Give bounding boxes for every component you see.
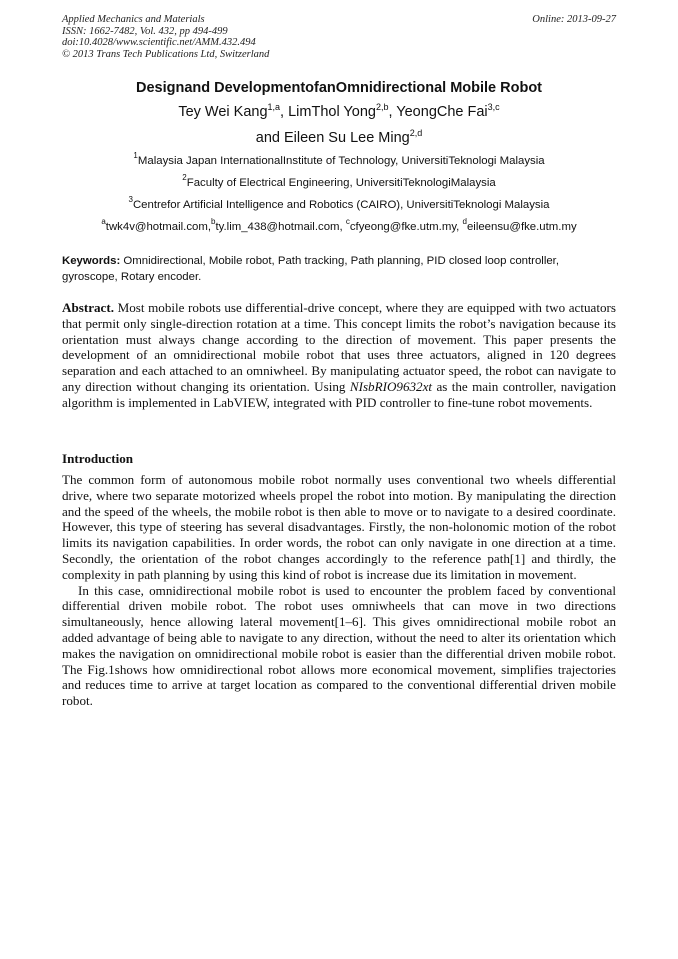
abstract-text-end: as the main controller, navigation algorithm is implemented in LabVIEW, integrated with PID controller to fine-tune robot movements. [62, 378, 617, 410]
journal-copyright: © 2013 Trans Tech Publications Ltd, Switzerland [62, 48, 270, 60]
author-name: Tey Wei Kang [178, 104, 268, 120]
online-date: Online: 2013-09-27 [532, 14, 616, 25]
abstract-text: Most mobile robots use differential-drive concept, where they are equipped with two actuators that permit only single-direction rotation at a time. This concept limits the robot’s navigation because its orientation must always change according to the direction of movement. This paper presents the development of an omnidirectional mobile robot that uses three actuators, aligned in 120 degrees separation and each attached to an omniwheel. By manipulating actuator speed, the robot can navigate to any direction without changing its orientation. Using [62, 300, 616, 394]
affil-marker: 1 [133, 151, 138, 160]
email-marker: a [101, 217, 106, 226]
affil-text: Centrefor Artificial Intelligence and Robotics (CAIRO), UniversitiTeknologi Malaysia [132, 199, 550, 211]
email-address: eileensu@fke.utm.my [466, 221, 577, 233]
author-name: YeongChe Fai [396, 104, 488, 120]
controller-name: NIsbRIO9632xt [349, 378, 433, 394]
journal-header [62, 14, 616, 60]
affil-text: Malaysia Japan InternationalInstitute of Technology, UniversitiTeknologi Malaysia [137, 155, 545, 167]
affiliation-3 [62, 195, 616, 211]
affiliation-2 [62, 173, 616, 189]
affil-marker: 2 [182, 173, 187, 182]
author-affil-marker: 3,c [487, 102, 500, 112]
author-name: and Eileen Su Lee Ming [255, 130, 410, 146]
affiliation-1 [62, 151, 616, 167]
email-address: cfyeong@fke.utm.my, [349, 221, 463, 233]
author-affil-marker: 2,b [375, 102, 389, 112]
email-marker: c [345, 217, 350, 226]
abstract-paragraph [62, 300, 616, 411]
affil-marker: 3 [128, 195, 133, 204]
author-line-2 [62, 130, 616, 146]
email-address: twk4v@hotmail.com, [105, 221, 212, 233]
intro-paragraph-2: In this case, omnidirectional mobile robot is used to encounter the problem faced by conventional differential driven mobile robot. The robot uses omniwheels that can move in two directions simultaneously, hence allowing lateral movement[1–6]. This gives omnidirectional mobile robot an added advantage of being able to navigate to any direction, without the need to alter its orientation which makes the navigation on omnidirectional mobile robot is easier than the differential driven mobile robot. The Fig.1shows how omnidirectional robot allows more economical movement, simplifies trajectories and reduces time to arrive at target location as compared to the conventional differential driven mobile robot. [62, 582, 616, 709]
affil-text: Faculty of Electrical Engineering, UniversitiTeknologiMalaysia [186, 177, 496, 189]
keywords-text: Omnidirectional, Mobile robot, Path tracking, Path planning, PID closed loop controller, gyroscope, Rotary encoder. [62, 255, 560, 283]
intro-paragraph-1: The common form of autonomous mobile robot normally uses conventional two wheels differential drive, where two separate motorized wheels propel the robot into motion. By manipulating the direction and the speed of the wheels, the mobile robot is then able to move or to navigate to a desired coordinate. However, this type of steering has several disadvantages. Firstly, the non-holonomic motion of the robot limits its navigation capabilities. In order words, the robot can only navigate in one direction at a time. Secondly, the orientation of the robot changes accordingly to the reference path[1] and thirdly, the complexity in path planning by using this kind of robot is increase due its limitation in movement. [62, 472, 616, 582]
author-line-1: Tey Wei Kang$^{1,a}$, LimThol Yong$^{2,b}$, YeongChe Fai$^{3,c}$ [178, 102, 500, 120]
keywords-label: Keywords: [62, 255, 121, 267]
introduction-body [62, 472, 616, 709]
email-marker: d [462, 217, 467, 226]
author-affil-marker: 2,d [409, 128, 423, 138]
author-name: LimThol Yong [288, 104, 376, 120]
journal-name: Applied Mechanics and Materials [62, 14, 205, 25]
email-line [62, 217, 616, 233]
journal-doi: doi:10.4028/www.scientific.net/AMM.432.494 [62, 37, 256, 49]
email-marker: b [211, 217, 216, 226]
paper-title: Designand DevelopmentofanOmnidirectional Mobile Robot [135, 80, 543, 96]
abstract-label: Abstract. [62, 300, 114, 315]
section-heading-introduction: Introduction [62, 451, 134, 466]
abstract-block [62, 300, 616, 411]
journal-issn: ISSN: 1662-7482, Vol. 432, pp 494-499 [62, 25, 228, 37]
keywords-block [62, 254, 616, 285]
author-affil-marker: 1,a [267, 102, 281, 112]
email-address: ty.lim_438@hotmail.com, [215, 221, 346, 233]
